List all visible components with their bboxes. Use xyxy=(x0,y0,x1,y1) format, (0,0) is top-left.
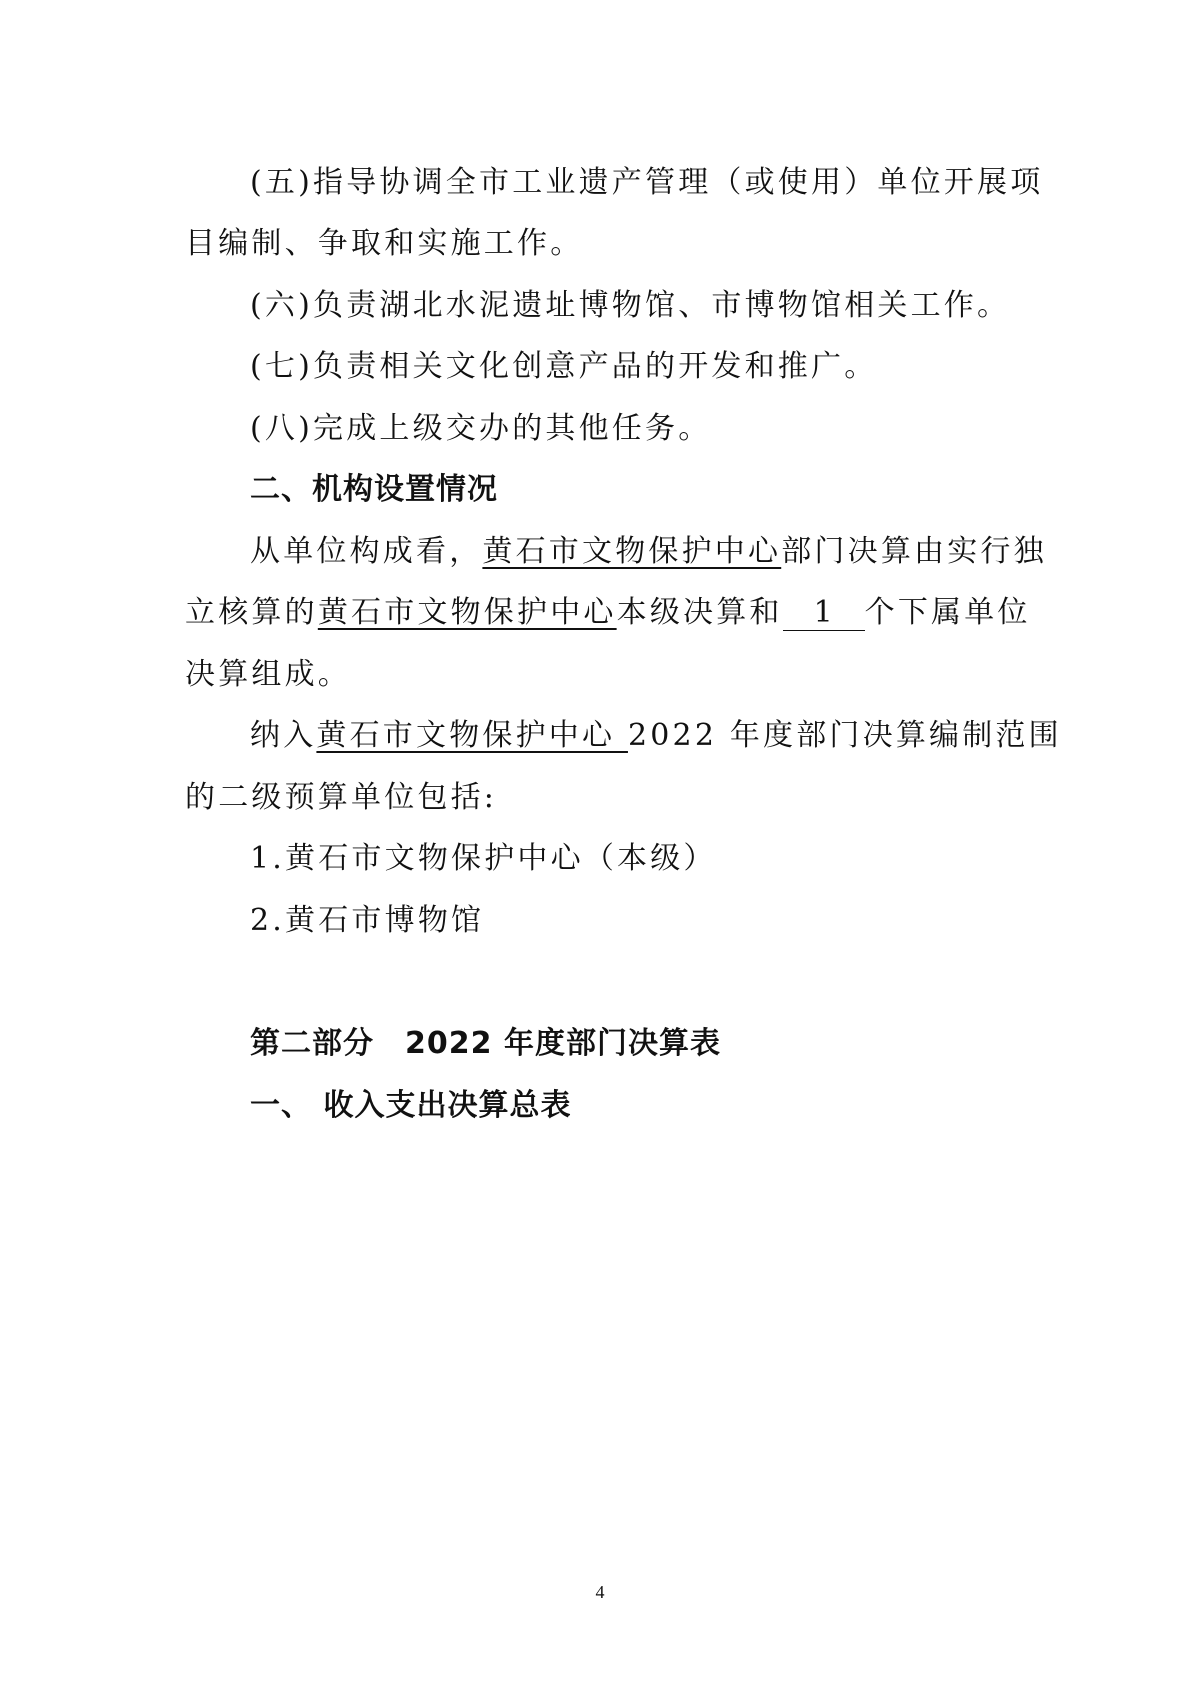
text-segment: 纳入 xyxy=(250,718,317,753)
text-segment: 个下属单位 xyxy=(864,595,1031,630)
subordinate-unit-count: 1 xyxy=(783,596,865,631)
unit-name-underlined: 黄石市文物保护中心 xyxy=(316,718,628,753)
unit-list-item-1: 1.黄石市文物保护中心（本级） xyxy=(250,841,717,876)
section-heading-organization: 二、机构设置情况 xyxy=(250,472,498,507)
unit-name-underlined: 黄石市文物保护中心 xyxy=(482,534,782,569)
paragraph-composition-line-1 xyxy=(250,532,1047,572)
table-section-heading: 一、 收入支出决算总表 xyxy=(250,1088,572,1123)
text-segment: 部门决算由实行独 xyxy=(781,534,1047,569)
duty-item-8: (八)完成上级交办的其他任务。 xyxy=(250,411,712,446)
duty-item-5-line-1: (五)指导协调全市工业遗产管理（或使用）单位开展项 xyxy=(250,165,1044,200)
text-segment: 从单位构成看， xyxy=(250,534,483,569)
duty-item-5-line-2: 目编制、争取和实施工作。 xyxy=(185,226,584,261)
paragraph-scope-line-1 xyxy=(250,716,1062,756)
text-segment: 本级决算和 xyxy=(616,595,783,630)
page-number: 4 xyxy=(595,1582,605,1602)
unit-name-underlined: 黄石市文物保护中心 xyxy=(317,595,617,630)
text-segment: 立核算的 xyxy=(185,595,318,630)
paragraph-scope-line-2: 的二级预算单位包括: xyxy=(185,780,498,815)
part-two-heading: 第二部分 2022 年度部门决算表 xyxy=(250,1026,721,1061)
paragraph-composition-line-3: 决算组成。 xyxy=(185,657,351,692)
duty-item-7: (七)负责相关文化创意产品的开发和推广。 xyxy=(250,349,878,384)
text-segment: 2022 年度部门决算编制范围 xyxy=(627,718,1062,753)
paragraph-composition-line-2 xyxy=(185,593,1031,633)
duty-item-6: (六)负责湖北水泥遗址博物馆、市博物馆相关工作。 xyxy=(250,288,1011,323)
unit-list-item-2: 2.黄石市博物馆 xyxy=(250,903,485,938)
